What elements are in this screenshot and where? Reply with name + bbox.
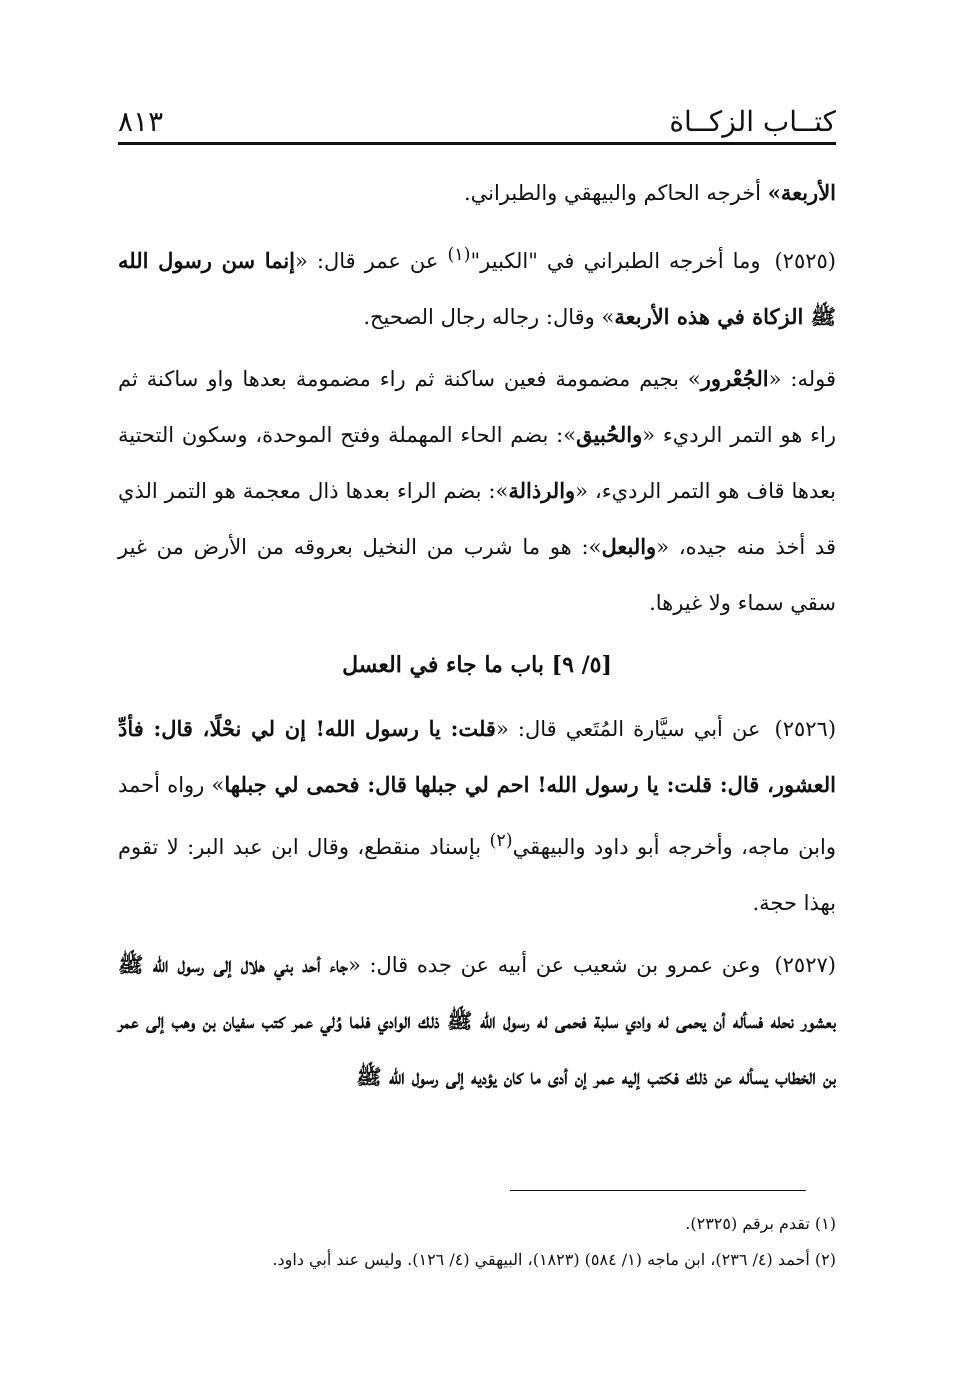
body-text: عن أبي سيَّارة المُتَعي قال: « [495,717,761,741]
bold-text: والبعل [601,534,657,559]
page-number: ٨١٣ [118,105,164,138]
hadith-2527 [118,937,836,1105]
body-text: »: بضم الراء بعدها ذال معجمة هو التمر الذي قد أخذ منه جيده، « [118,479,836,559]
footnote-ref: (١) [447,245,471,265]
body-text: عن عمر قال: « [295,249,448,273]
commentary-paragraph [118,351,836,631]
footnote-separator [510,1190,806,1191]
body-text: »: بضم الحاء المهملة وفتح الموحدة، وسكون التحتية بعدها قاف هو التمر الرديء، « [118,423,836,503]
body-text: » وقال: رجاله رجال الصحيح. [363,305,615,329]
body-text: قوله: « [768,367,836,391]
hadith-2526 [118,701,836,931]
body-text: أخرجه الحاكم والبيهقي والطبراني. [463,181,768,205]
hadith-2525 [118,227,836,345]
body-text: بإسناد منقطع، وقال ابن عبد البر: لا تقوم بهذا حجة. [118,835,836,915]
section-heading: [٥/ ٩] باب ما جاء في العسل [342,652,612,678]
page-header [118,96,836,145]
body-text: » رواه أحمد وابن ماجه، وأخرجه أبو داود والبيهقي [118,773,836,859]
paragraph-1 [118,165,836,221]
body-text: » بجيم مضمومة فعين ساكنة ثم راء مضمومة بعدها واو ساكنة ثم راء هو التمر الرديء « [118,367,837,447]
bold-text: جاء أحد بني هلال إلى رسول الله ﷺ بعشور نحله فسأله أن يحمى له وادي سلبة فحمى له رسول الله ﷺ ذلك الوادي فلما وُلي عمر كتب سفيان بن وهب إلى عمر بن الخطاب يسأله عن ذلك فكتب إليه عمر إن أدى ما كان يؤديه إلى رسول الله ﷺ [118,952,836,1089]
chapter-title: كتــاب الزكــاة [669,105,836,138]
body-text: »: هو ما شرب من النخيل بعروقه من الأرض من غير سقي سماء ولا غيرها. [118,535,836,615]
bold-text: الأربعة» [767,180,836,205]
bold-text: والرذالة [508,478,576,503]
bold-text: الجُعْرور [700,366,769,391]
bold-text: إنما سن رسول الله ﷺ الزكاة في هذه الأربعة [118,248,836,329]
footnote-2: (٢) أحمد (٤/ ٢٣٦)، ابن ماجه (١/ ٥٨٤) (١٨٢٣)، البيهقي (٤/ ١٢٦). وليس عند أبي داود. [272,1250,836,1269]
footnote-ref: (٢) [489,831,513,851]
hadith-number: (٢٥٢٥) [774,249,836,273]
page-body [118,165,836,1111]
hadith-number: (٢٥٢٧) [774,953,836,977]
footnotes [118,1206,836,1278]
footnote-1: (١) تقدم برقم (٢٣٢٥). [685,1214,836,1233]
body-text: وما أخرجه الطبراني في "الكبير" [470,249,761,273]
bold-text: قلت: يا رسول الله! إن لي نحْلًا، قال: فأدِّ العشور، قال: قلت: يا رسول الله! احم لي جبلها قال: فحمى لي جبلها [118,716,836,797]
body-text: وعن عمرو بن شعيب عن أبيه عن جده قال: « [347,953,761,977]
hadith-number: (٢٥٢٦) [774,717,837,741]
bold-text: والحُبيق [576,422,643,447]
